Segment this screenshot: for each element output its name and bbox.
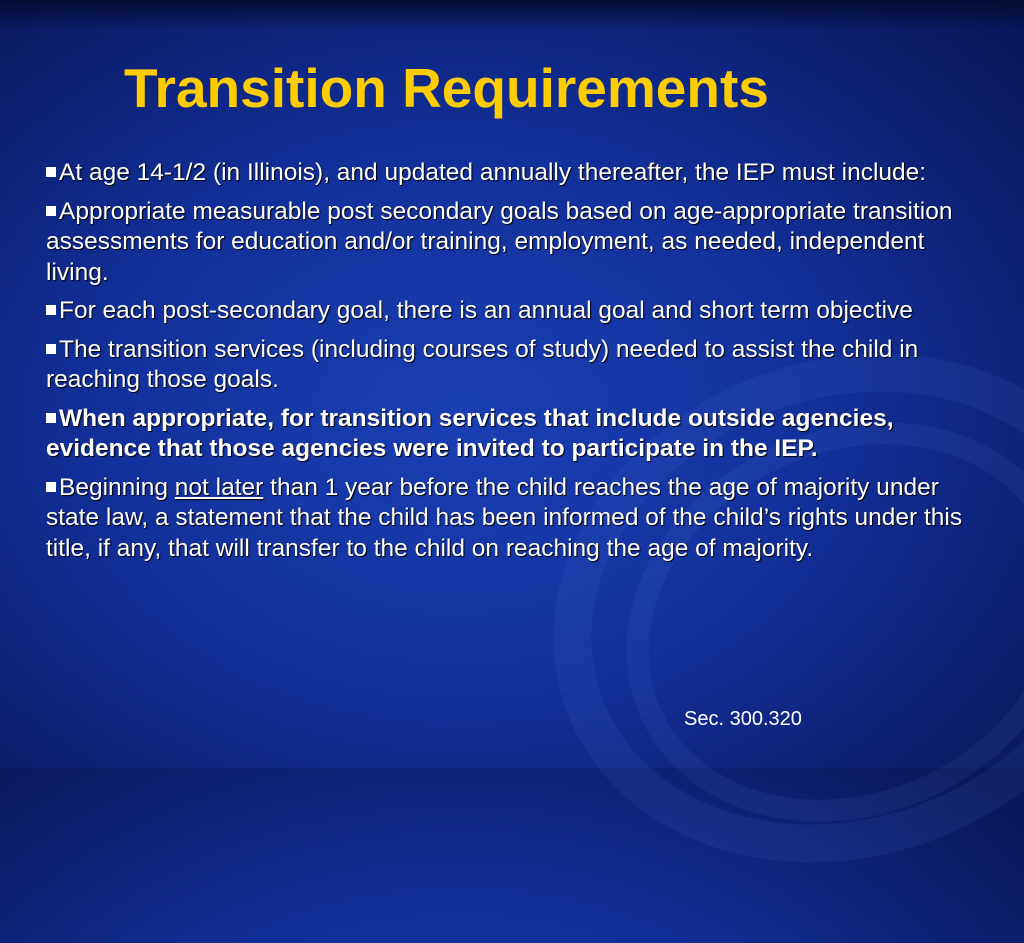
slide-title: Transition Requirements bbox=[124, 57, 769, 119]
top-shadow-band bbox=[0, 0, 1024, 30]
bullet-text-end: than 1 year before the child reaches the age of majority under state law, a statement that the child has been informed of the child’s rights under this title, if any, that will transfer to the child on reaching the age of majority. bbox=[46, 473, 963, 562]
square-bullet-icon bbox=[46, 305, 56, 315]
bullet-text: The transition services (including courses of study) needed to assist the child in reaching those goals. bbox=[46, 335, 919, 393]
square-bullet-icon bbox=[46, 413, 56, 423]
bullet-item bbox=[46, 158, 986, 189]
bullet-item bbox=[46, 296, 986, 327]
section-reference: Sec. 300.320 bbox=[684, 708, 802, 730]
bullet-text: At age 14-1/2 (in Illinois), and updated annually thereafter, the IEP must include: bbox=[59, 159, 927, 186]
bullet-text: For each post-secondary goal, there is an annual goal and short term objective bbox=[59, 297, 913, 324]
bullet-text: When appropriate, for transition services that include outside agencies, evidence that those agencies were invited to participate in the IEP. bbox=[46, 404, 894, 462]
bullet-item bbox=[46, 335, 986, 396]
underlined-phrase: not later bbox=[174, 473, 264, 501]
square-bullet-icon bbox=[46, 482, 56, 492]
square-bullet-icon bbox=[46, 206, 56, 216]
bullet-item bbox=[46, 473, 986, 565]
bullet-text: Appropriate measurable post secondary goals based on age-appropriate transition assessments for education and/or training, employment, as needed, independent living. bbox=[46, 197, 953, 286]
bullet-text-start: Beginning bbox=[59, 473, 175, 501]
bullet-item bbox=[46, 197, 986, 289]
square-bullet-icon bbox=[46, 167, 56, 177]
square-bullet-icon bbox=[46, 344, 56, 354]
bullet-item bbox=[46, 404, 986, 465]
bullet-list bbox=[46, 158, 986, 572]
